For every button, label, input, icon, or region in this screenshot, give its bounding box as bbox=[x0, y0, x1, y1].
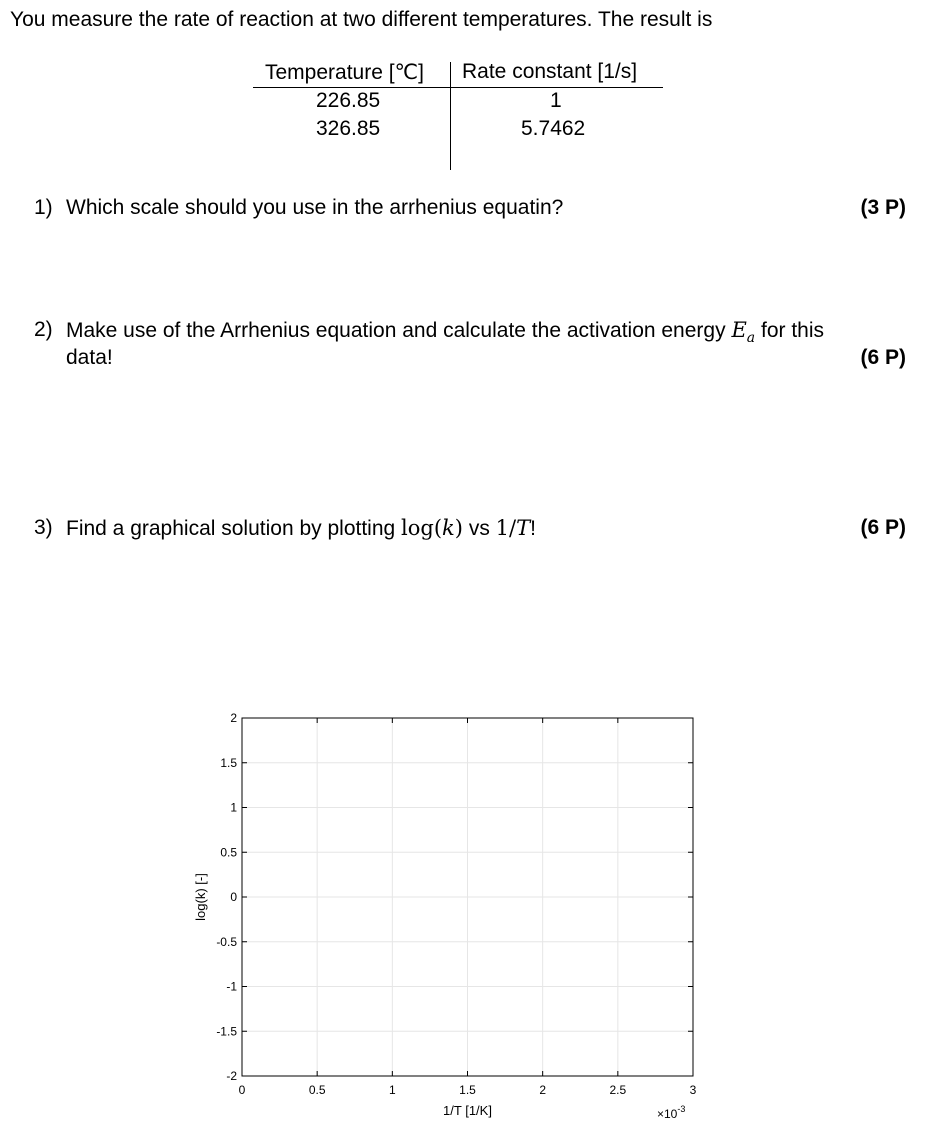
y-tick-label: 1.5 bbox=[220, 755, 237, 770]
table-cell: 226.85 bbox=[316, 89, 381, 112]
points-badge: (3 P) bbox=[860, 196, 906, 219]
table-cell: 326.85 bbox=[316, 117, 381, 140]
y-tick-label: -0.5 bbox=[216, 934, 237, 949]
intro-text: You measure the rate of reaction at two different temperatures. The result is bbox=[10, 8, 713, 31]
y-tick-label: -1.5 bbox=[216, 1024, 237, 1039]
x-multiplier: $\times 10^{-3}$ bbox=[657, 1104, 686, 1121]
x-tick-label: 2 bbox=[539, 1083, 547, 1097]
table-header-rate: Rate constant [1/s] bbox=[462, 60, 638, 83]
y-tick-label: -2 bbox=[226, 1069, 237, 1083]
question-text: Make use of the Arrhenius equation and calculate the activation energy $E_a$ for this bbox=[66, 318, 825, 347]
question-number: 1) bbox=[34, 196, 53, 219]
table-column-divider bbox=[450, 88, 451, 170]
y-tick-label: 1 bbox=[230, 800, 237, 815]
x-tick-label: 1.5 bbox=[459, 1083, 476, 1097]
x-axis-label: 1/T [1/K] bbox=[443, 1103, 492, 1118]
question-text: Which scale should you use in the arrhenius equatin? bbox=[66, 196, 564, 219]
question-text: Find a graphical solution by plotting log(k) vs 1/T! bbox=[66, 516, 536, 540]
x-tick-label: 1 bbox=[388, 1083, 396, 1097]
question-number: 2) bbox=[34, 318, 53, 341]
x-tick-label: 0.5 bbox=[308, 1083, 326, 1097]
x-tick-label: 0 bbox=[238, 1083, 246, 1097]
question-text-continued: data! bbox=[66, 346, 113, 369]
x-tick-label: 2.5 bbox=[609, 1083, 627, 1097]
points-badge: (6 P) bbox=[860, 516, 906, 539]
y-tick-label: -1 bbox=[226, 979, 237, 994]
y-tick-label: 0.5 bbox=[220, 845, 237, 860]
points-badge: (6 P) bbox=[860, 346, 906, 369]
arrhenius-plot bbox=[0, 690, 925, 1130]
question-number: 3) bbox=[34, 516, 53, 539]
math-subscript: a bbox=[746, 330, 756, 347]
table-header-rule bbox=[253, 87, 663, 88]
tick-labels bbox=[216, 711, 696, 1097]
table-cell: 1 bbox=[550, 89, 562, 112]
table-cell: 5.7462 bbox=[521, 117, 586, 140]
y-axis-label: log(k) [-] bbox=[193, 873, 208, 921]
x-tick-label: 3 bbox=[689, 1083, 697, 1097]
math-variable: E bbox=[731, 318, 747, 342]
y-tick-label: 0 bbox=[230, 890, 237, 904]
y-tick-label: 2 bbox=[230, 711, 237, 725]
table-header-temperature: Temperature [℃] bbox=[265, 61, 424, 84]
table-column-divider bbox=[450, 62, 451, 87]
grid bbox=[242, 718, 693, 1076]
